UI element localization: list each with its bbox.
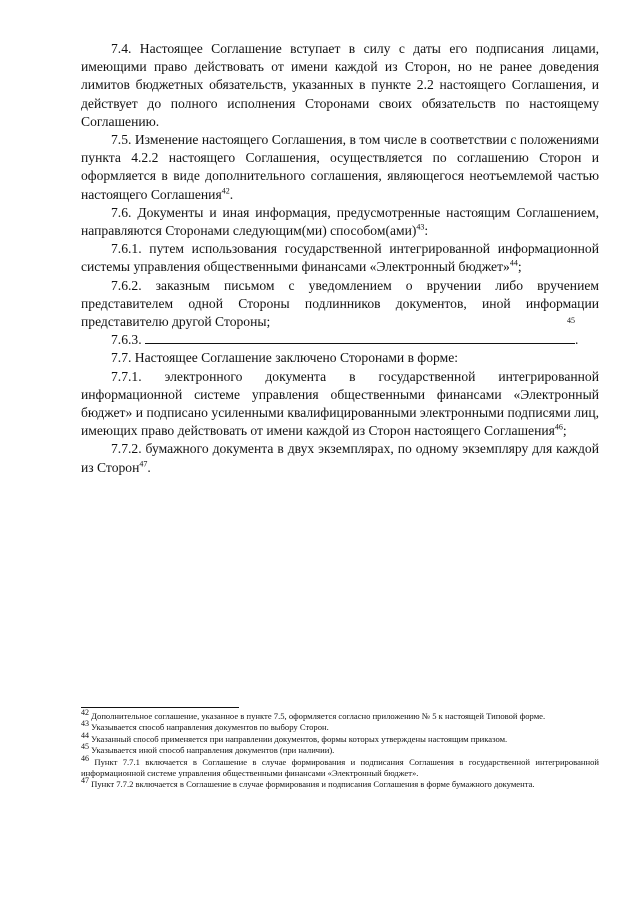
footnote [81, 776, 599, 790]
footnote-number: 43 [81, 719, 89, 729]
footnote [81, 742, 599, 756]
paragraph-tail: ; [517, 259, 522, 275]
footnote-separator [81, 707, 239, 708]
paragraph-tail: . [147, 459, 151, 475]
item-7-6-3-label: 7.6.3. [111, 332, 142, 348]
paragraph-text: 7.6.2. заказным письмом с уведомлением о вручении либо вручением представителем одной Стороны подлинников документов, иной информации представителю другой Стороны; [81, 277, 599, 330]
footnote [81, 719, 599, 733]
paragraph-text: 7.7.2. бумажного документа в двух экземплярах, по одному экземпляру для каждой из Сторон [81, 441, 599, 475]
paragraph [81, 440, 599, 476]
paragraph-text: 7.5. Изменение настоящего Соглашения, в том числе в соответствии с положениями пункта 4.2.2 настоящего Соглашения, осуществляется по соглашению Сторон и оформляется в виде дополнительного соглашения, являющегося неотъемлемой частью настоящего Соглашения [81, 132, 599, 202]
paragraphs-group-1 [81, 40, 599, 331]
paragraph [81, 349, 599, 367]
footnote-text: Пункт 7.7.1 включается в Соглашение в случае формирования и подписания Соглашения в государственной интегрированной информационной системе управления общественными финансами «Электронный бюджет». [81, 756, 600, 779]
footnote-ref: 44 [509, 258, 518, 268]
paragraph [81, 204, 599, 240]
paragraph [81, 40, 599, 131]
item-7-6-3-tail: . [575, 332, 579, 348]
footnote-number: 44 [81, 730, 89, 740]
footnote-text: Дополнительное соглашение, указанное в пункте 7.5, оформляется согласно приложению № 5 к настоящей Типовой форме. [91, 711, 546, 721]
paragraph-text: 7.7.1. электронного документа в государственной интегрированной информационной системе управления общественными финансами «Электронный бюджет» и подписано усиленными квалифицированными электронными подписями лиц, имеющих право действовать от имени каждой из Сторон настоящего Соглашения [81, 368, 599, 439]
footnote-number: 46 [81, 753, 89, 763]
paragraph-tail: : [424, 223, 429, 239]
paragraph [81, 277, 599, 332]
agreement-body [81, 40, 599, 477]
footnotes [81, 708, 600, 791]
footnote-text: Указанный способ применяется при направлении документов, формы которых утверждены настоящим приказом. [91, 733, 508, 744]
paragraph-text: 7.7. Настоящее Соглашение заключено Сторонами в форме: [111, 350, 459, 366]
footnote-number: 45 [81, 742, 89, 752]
footnote [81, 730, 599, 745]
blank-fill-line: 45 [145, 331, 575, 344]
paragraph-text: 7.6.1. путем использования государственной интегрированной информационной системы управления общественными финансами «Электронный бюджет» [81, 241, 599, 275]
paragraph-tail: ; [562, 423, 567, 439]
paragraph-text: 7.6. Документы и иная информация, предусмотренные настоящим Соглашением, направляются Сторонами следующим(ми) способом(ами) [81, 204, 599, 239]
paragraph [81, 368, 599, 441]
footnote-ref: 42 [221, 186, 230, 196]
paragraph-7-6-3 [81, 316, 599, 349]
footnote-ref: 47 [139, 459, 148, 469]
footnote-ref: 46 [554, 422, 563, 432]
footnote-text: Указывается иной способ направления документов (при наличии). [91, 745, 335, 756]
footnote-ref: 43 [416, 222, 425, 232]
paragraph-text: 7.4. Настоящее Соглашение вступает в силу с даты его подписания лицами, имеющими право действовать от имени каждой из Сторон, но не ранее доведения лимитов бюджетных обязательств, указанных в пункте 2.2 настоящего Соглашения, и действует до полного исполнения Сторонами своих обязательств по настоящему Соглашению. [81, 41, 599, 129]
paragraph-tail: . [229, 186, 234, 202]
footnote-text: Указывается способ направления документов по выбору Сторон. [91, 722, 329, 733]
footnote-number: 47 [81, 776, 89, 786]
footnote [81, 753, 600, 780]
footnote-number: 42 [81, 708, 89, 718]
paragraph [81, 131, 599, 204]
paragraph [81, 240, 599, 276]
footnote-text: Пункт 7.7.2 включается в Соглашение в случае формирования и подписания Соглашения в форме бумажного документа. [91, 779, 535, 790]
paragraphs-group-2 [81, 349, 599, 476]
footnote [81, 708, 599, 722]
